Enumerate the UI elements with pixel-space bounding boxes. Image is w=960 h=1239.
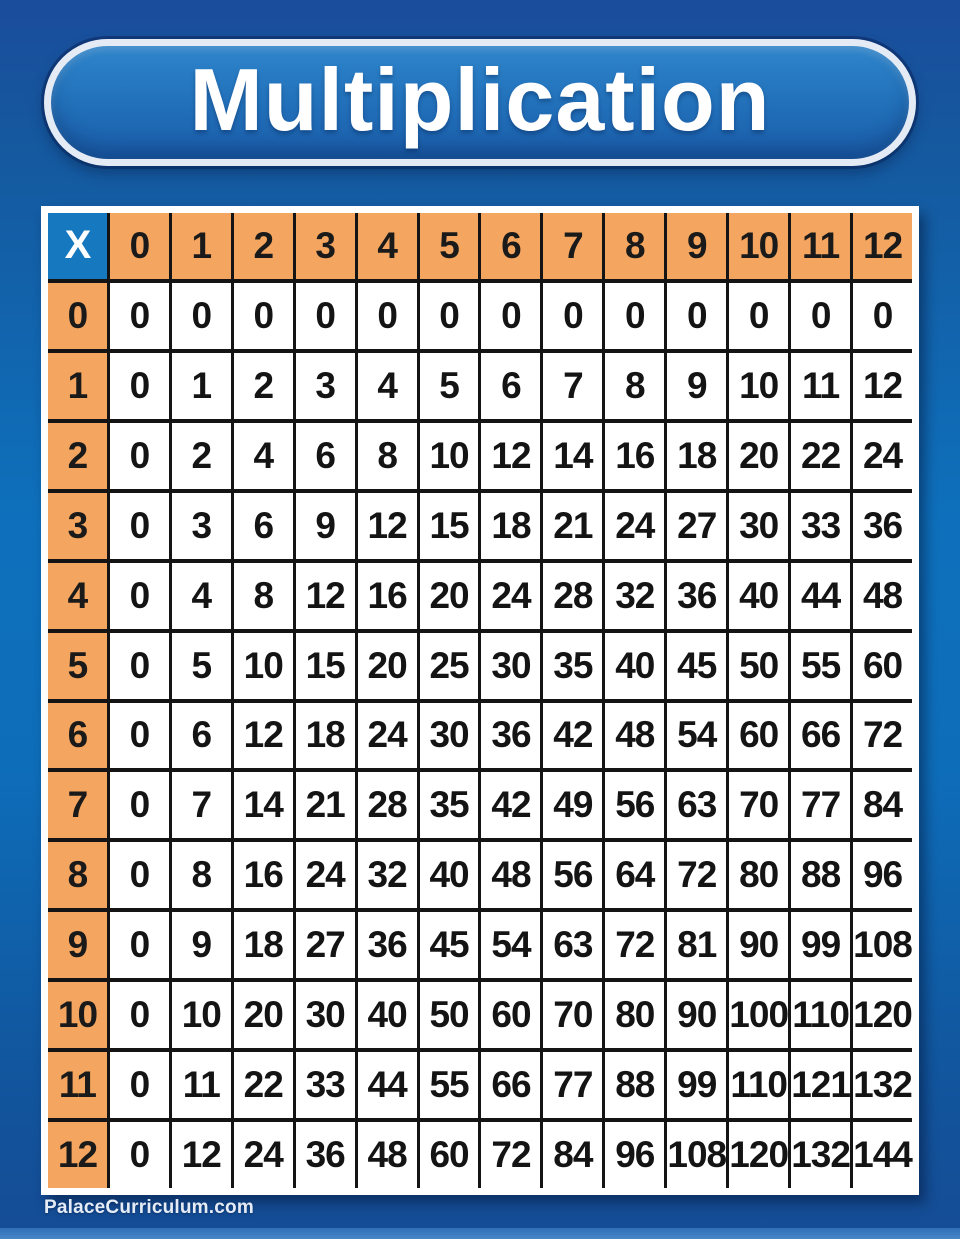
cell-r1-c3: 3 (296, 353, 355, 419)
cell-r8-c0: 0 (110, 842, 169, 908)
cell-r3-c12: 36 (853, 493, 912, 559)
cell-r6-c4: 24 (358, 703, 417, 769)
cell-r9-c3: 27 (296, 912, 355, 978)
col-header-12: 12 (853, 213, 912, 279)
cell-r11-c0: 0 (110, 1052, 169, 1118)
cell-r1-c8: 8 (605, 353, 664, 419)
cell-r11-c10: 110 (729, 1052, 788, 1118)
cell-r10-c5: 50 (420, 982, 479, 1048)
cell-r10-c9: 90 (667, 982, 726, 1048)
cell-r8-c4: 32 (358, 842, 417, 908)
row-header-5: 5 (48, 633, 107, 699)
cell-r8-c10: 80 (729, 842, 788, 908)
row-header-7: 7 (48, 772, 107, 838)
cell-r12-c10: 120 (729, 1122, 788, 1188)
cell-r9-c8: 72 (605, 912, 664, 978)
cell-r4-c6: 24 (481, 563, 540, 629)
cell-r3-c1: 3 (172, 493, 231, 559)
cell-r10-c6: 60 (481, 982, 540, 1048)
cell-r1-c5: 5 (420, 353, 479, 419)
cell-r0-c3: 0 (296, 283, 355, 349)
cell-r3-c8: 24 (605, 493, 664, 559)
cell-r8-c6: 48 (481, 842, 540, 908)
row-header-8: 8 (48, 842, 107, 908)
cell-r11-c11: 121 (791, 1052, 850, 1118)
col-header-5: 5 (420, 213, 479, 279)
bottom-edge-strip (0, 1228, 960, 1239)
cell-r0-c7: 0 (543, 283, 602, 349)
cell-r6-c8: 48 (605, 703, 664, 769)
cell-r12-c2: 24 (234, 1122, 293, 1188)
cell-r10-c2: 20 (234, 982, 293, 1048)
cell-r0-c4: 0 (358, 283, 417, 349)
cell-r4-c12: 48 (853, 563, 912, 629)
cell-r7-c10: 70 (729, 772, 788, 838)
cell-r9-c10: 90 (729, 912, 788, 978)
col-header-11: 11 (791, 213, 850, 279)
cell-r7-c5: 35 (420, 772, 479, 838)
cell-r5-c10: 50 (729, 633, 788, 699)
cell-r6-c7: 42 (543, 703, 602, 769)
cell-r6-c1: 6 (172, 703, 231, 769)
row-header-3: 3 (48, 493, 107, 559)
row-header-6: 6 (48, 703, 107, 769)
cell-r9-c1: 9 (172, 912, 231, 978)
cell-r10-c3: 30 (296, 982, 355, 1048)
cell-r0-c1: 0 (172, 283, 231, 349)
cell-r3-c7: 21 (543, 493, 602, 559)
cell-r2-c6: 12 (481, 423, 540, 489)
cell-r0-c11: 0 (791, 283, 850, 349)
cell-r7-c4: 28 (358, 772, 417, 838)
cell-r3-c5: 15 (420, 493, 479, 559)
cell-r2-c0: 0 (110, 423, 169, 489)
cell-r7-c3: 21 (296, 772, 355, 838)
cell-r8-c3: 24 (296, 842, 355, 908)
cell-r6-c2: 12 (234, 703, 293, 769)
col-header-0: 0 (110, 213, 169, 279)
cell-r2-c3: 6 (296, 423, 355, 489)
cell-r12-c0: 0 (110, 1122, 169, 1188)
cell-r11-c8: 88 (605, 1052, 664, 1118)
cell-r1-c9: 9 (667, 353, 726, 419)
col-header-9: 9 (667, 213, 726, 279)
cell-r12-c11: 132 (791, 1122, 850, 1188)
cell-r6-c5: 30 (420, 703, 479, 769)
cell-r1-c12: 12 (853, 353, 912, 419)
multiplication-grid (48, 213, 912, 1188)
cell-r3-c3: 9 (296, 493, 355, 559)
cell-r7-c9: 63 (667, 772, 726, 838)
cell-r5-c5: 25 (420, 633, 479, 699)
cell-r3-c2: 6 (234, 493, 293, 559)
cell-r7-c2: 14 (234, 772, 293, 838)
cell-r4-c10: 40 (729, 563, 788, 629)
cell-r5-c1: 5 (172, 633, 231, 699)
cell-r6-c9: 54 (667, 703, 726, 769)
cell-r0-c0: 0 (110, 283, 169, 349)
corner-cell: X (48, 213, 107, 279)
row-header-11: 11 (48, 1052, 107, 1118)
cell-r5-c8: 40 (605, 633, 664, 699)
watermark-text: PalaceCurriculum.com (44, 1197, 254, 1218)
cell-r12-c5: 60 (420, 1122, 479, 1188)
row-header-2: 2 (48, 423, 107, 489)
cell-r3-c6: 18 (481, 493, 540, 559)
cell-r5-c7: 35 (543, 633, 602, 699)
cell-r4-c4: 16 (358, 563, 417, 629)
cell-r9-c11: 99 (791, 912, 850, 978)
cell-r6-c12: 72 (853, 703, 912, 769)
cell-r11-c4: 44 (358, 1052, 417, 1118)
cell-r1-c0: 0 (110, 353, 169, 419)
cell-r9-c5: 45 (420, 912, 479, 978)
cell-r5-c0: 0 (110, 633, 169, 699)
cell-r12-c3: 36 (296, 1122, 355, 1188)
cell-r1-c2: 2 (234, 353, 293, 419)
row-header-0: 0 (48, 283, 107, 349)
cell-r7-c12: 84 (853, 772, 912, 838)
row-header-9: 9 (48, 912, 107, 978)
cell-r2-c10: 20 (729, 423, 788, 489)
row-header-4: 4 (48, 563, 107, 629)
cell-r2-c7: 14 (543, 423, 602, 489)
cell-r9-c2: 18 (234, 912, 293, 978)
cell-r8-c8: 64 (605, 842, 664, 908)
cell-r11-c6: 66 (481, 1052, 540, 1118)
cell-r10-c11: 110 (791, 982, 850, 1048)
cell-r2-c1: 2 (172, 423, 231, 489)
cell-r9-c9: 81 (667, 912, 726, 978)
cell-r7-c0: 0 (110, 772, 169, 838)
title-pill (44, 39, 916, 166)
cell-r4-c5: 20 (420, 563, 479, 629)
cell-r0-c6: 0 (481, 283, 540, 349)
cell-r2-c12: 24 (853, 423, 912, 489)
cell-r4-c2: 8 (234, 563, 293, 629)
cell-r10-c4: 40 (358, 982, 417, 1048)
cell-r0-c9: 0 (667, 283, 726, 349)
cell-r7-c7: 49 (543, 772, 602, 838)
cell-r6-c3: 18 (296, 703, 355, 769)
cell-r4-c3: 12 (296, 563, 355, 629)
cell-r4-c9: 36 (667, 563, 726, 629)
cell-r8-c5: 40 (420, 842, 479, 908)
cell-r4-c8: 32 (605, 563, 664, 629)
cell-r9-c12: 108 (853, 912, 912, 978)
cell-r3-c4: 12 (358, 493, 417, 559)
cell-r10-c0: 0 (110, 982, 169, 1048)
cell-r2-c2: 4 (234, 423, 293, 489)
cell-r6-c0: 0 (110, 703, 169, 769)
col-header-10: 10 (729, 213, 788, 279)
cell-r0-c12: 0 (853, 283, 912, 349)
cell-r5-c9: 45 (667, 633, 726, 699)
cell-r12-c7: 84 (543, 1122, 602, 1188)
cell-r4-c11: 44 (791, 563, 850, 629)
cell-r2-c4: 8 (358, 423, 417, 489)
cell-r11-c1: 11 (172, 1052, 231, 1118)
cell-r12-c4: 48 (358, 1122, 417, 1188)
cell-r10-c7: 70 (543, 982, 602, 1048)
cell-r12-c6: 72 (481, 1122, 540, 1188)
cell-r1-c10: 10 (729, 353, 788, 419)
cell-r11-c5: 55 (420, 1052, 479, 1118)
col-header-1: 1 (172, 213, 231, 279)
row-header-10: 10 (48, 982, 107, 1048)
cell-r11-c2: 22 (234, 1052, 293, 1118)
cell-r9-c4: 36 (358, 912, 417, 978)
cell-r12-c8: 96 (605, 1122, 664, 1188)
cell-r3-c11: 33 (791, 493, 850, 559)
cell-r1-c4: 4 (358, 353, 417, 419)
cell-r5-c12: 60 (853, 633, 912, 699)
col-header-2: 2 (234, 213, 293, 279)
multiplication-table (41, 206, 919, 1195)
cell-r0-c10: 0 (729, 283, 788, 349)
cell-r0-c2: 0 (234, 283, 293, 349)
cell-r7-c11: 77 (791, 772, 850, 838)
cell-r0-c5: 0 (420, 283, 479, 349)
cell-r12-c12: 144 (853, 1122, 912, 1188)
col-header-7: 7 (543, 213, 602, 279)
page-title: Multiplication (189, 49, 771, 149)
cell-r1-c6: 6 (481, 353, 540, 419)
cell-r5-c2: 10 (234, 633, 293, 699)
cell-r11-c7: 77 (543, 1052, 602, 1118)
cell-r4-c7: 28 (543, 563, 602, 629)
cell-r3-c0: 0 (110, 493, 169, 559)
cell-r9-c0: 0 (110, 912, 169, 978)
cell-r10-c12: 120 (853, 982, 912, 1048)
cell-r5-c4: 20 (358, 633, 417, 699)
cell-r5-c3: 15 (296, 633, 355, 699)
cell-r7-c6: 42 (481, 772, 540, 838)
cell-r2-c8: 16 (605, 423, 664, 489)
row-header-12: 12 (48, 1122, 107, 1188)
cell-r10-c1: 10 (172, 982, 231, 1048)
cell-r0-c8: 0 (605, 283, 664, 349)
cell-r6-c11: 66 (791, 703, 850, 769)
cell-r12-c9: 108 (667, 1122, 726, 1188)
cell-r8-c11: 88 (791, 842, 850, 908)
cell-r9-c6: 54 (481, 912, 540, 978)
cell-r10-c10: 100 (729, 982, 788, 1048)
cell-r6-c10: 60 (729, 703, 788, 769)
cell-r2-c11: 22 (791, 423, 850, 489)
col-header-3: 3 (296, 213, 355, 279)
cell-r1-c11: 11 (791, 353, 850, 419)
cell-r3-c9: 27 (667, 493, 726, 559)
col-header-8: 8 (605, 213, 664, 279)
cell-r3-c10: 30 (729, 493, 788, 559)
cell-r4-c0: 0 (110, 563, 169, 629)
cell-r8-c1: 8 (172, 842, 231, 908)
cell-r7-c8: 56 (605, 772, 664, 838)
cell-r8-c7: 56 (543, 842, 602, 908)
cell-r9-c7: 63 (543, 912, 602, 978)
cell-r11-c9: 99 (667, 1052, 726, 1118)
cell-r4-c1: 4 (172, 563, 231, 629)
col-header-4: 4 (358, 213, 417, 279)
cell-r1-c1: 1 (172, 353, 231, 419)
cell-r7-c1: 7 (172, 772, 231, 838)
cell-r5-c6: 30 (481, 633, 540, 699)
cell-r6-c6: 36 (481, 703, 540, 769)
cell-r2-c9: 18 (667, 423, 726, 489)
cell-r11-c3: 33 (296, 1052, 355, 1118)
cell-r10-c8: 80 (605, 982, 664, 1048)
cell-r8-c9: 72 (667, 842, 726, 908)
cell-r11-c12: 132 (853, 1052, 912, 1118)
cell-r12-c1: 12 (172, 1122, 231, 1188)
row-header-1: 1 (48, 353, 107, 419)
col-header-6: 6 (481, 213, 540, 279)
cell-r8-c12: 96 (853, 842, 912, 908)
cell-r8-c2: 16 (234, 842, 293, 908)
cell-r1-c7: 7 (543, 353, 602, 419)
cell-r5-c11: 55 (791, 633, 850, 699)
cell-r2-c5: 10 (420, 423, 479, 489)
